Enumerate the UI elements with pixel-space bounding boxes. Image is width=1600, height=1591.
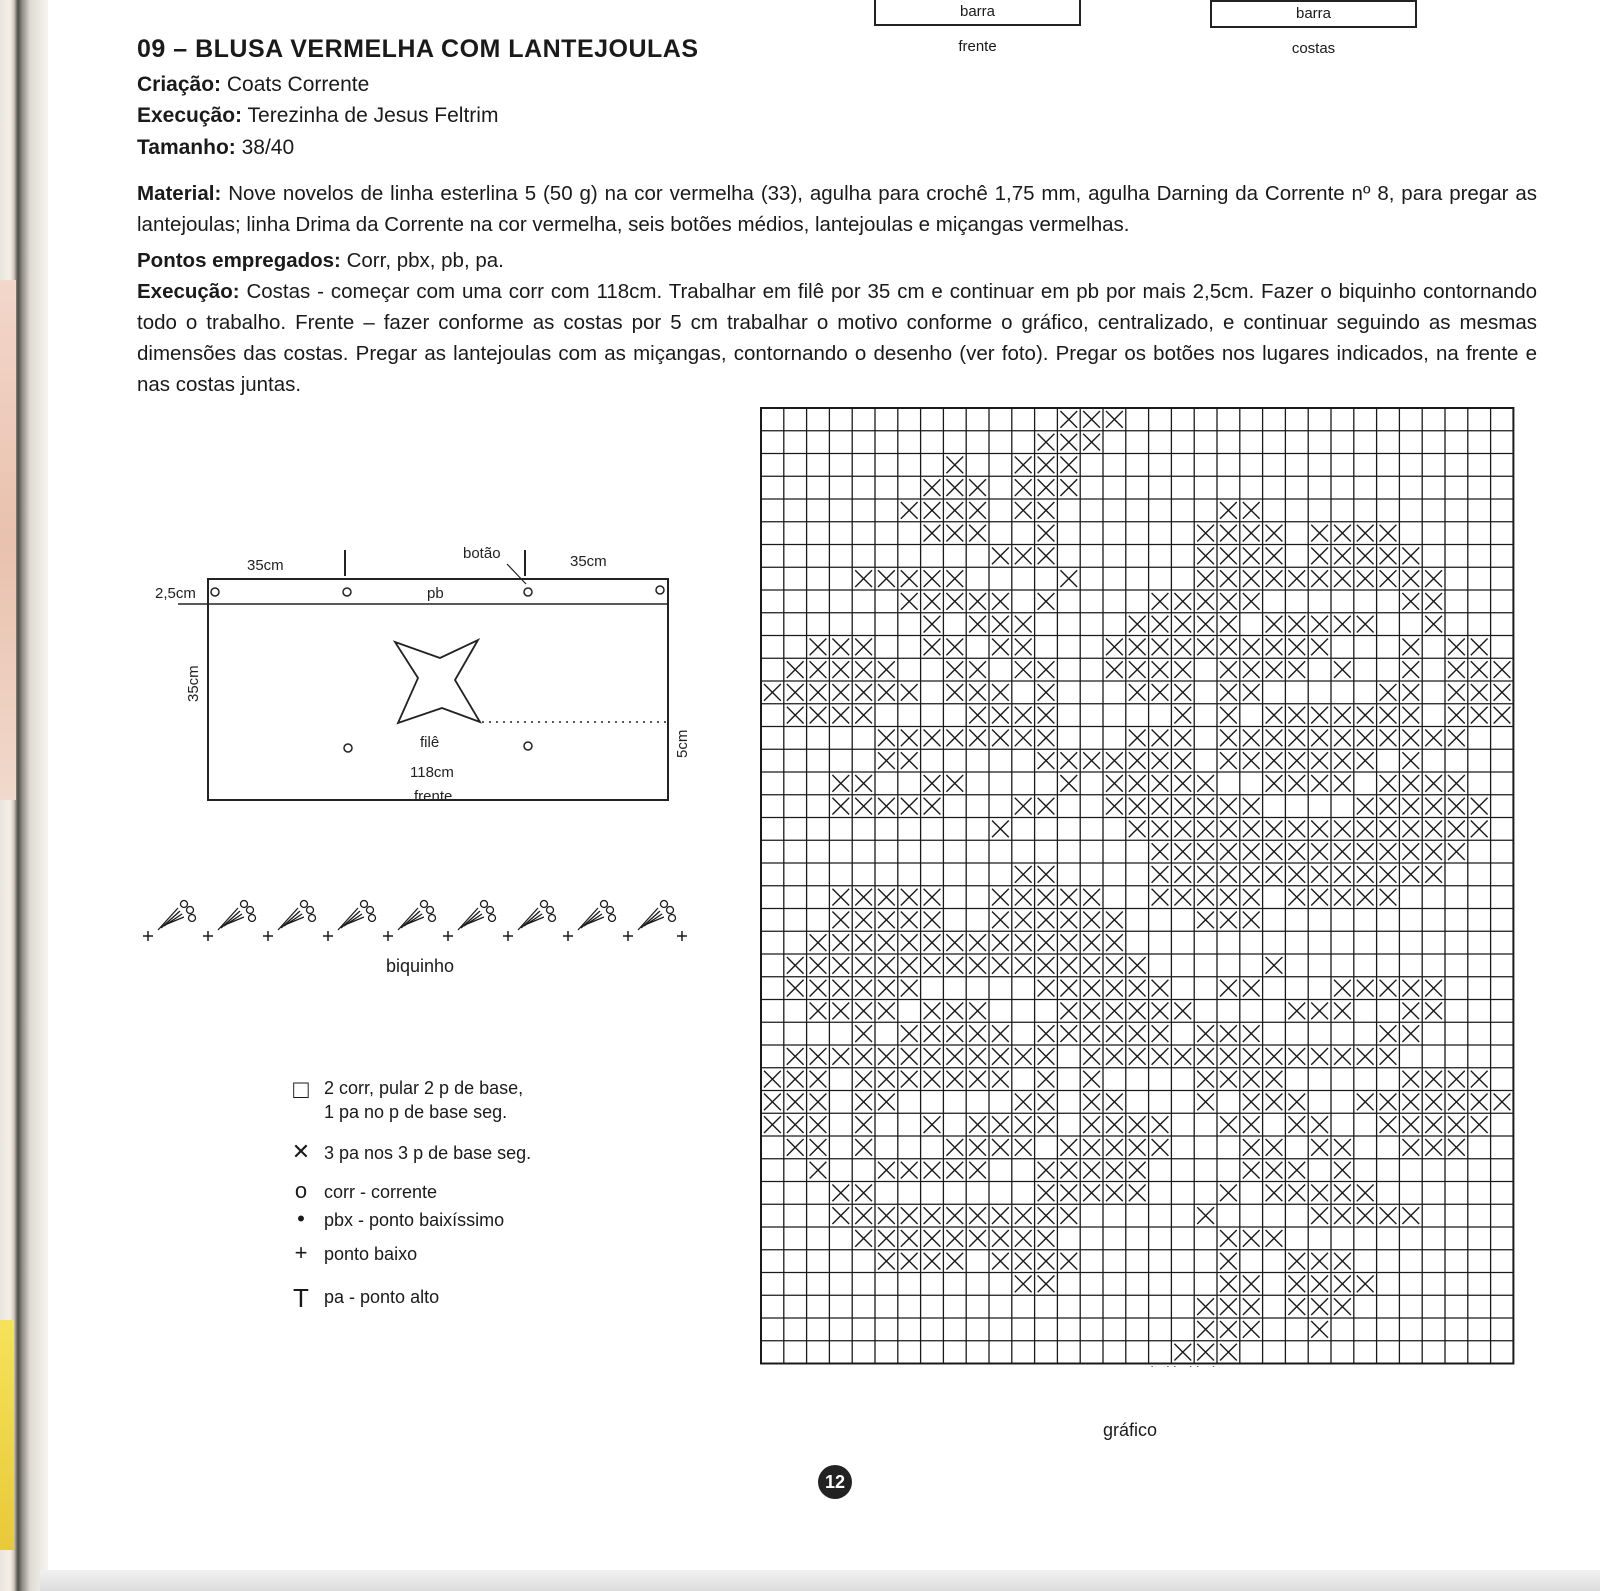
x-icon: ✕: [291, 1139, 311, 1164]
legend-item: [324, 1208, 504, 1232]
legend-item: [324, 1180, 437, 1204]
button-pointer-line: [507, 564, 526, 584]
caption-frente-top: frente: [958, 38, 997, 55]
button-circle-1: [211, 588, 219, 596]
plus-stitch-icon: [563, 931, 573, 941]
schematic-band-label: pb: [427, 585, 444, 602]
picot-stitch-icon: [158, 901, 196, 931]
page-bottom-edge: [40, 1570, 1600, 1591]
legend-text: 2 corr, pular 2 p de base,: [324, 1078, 524, 1098]
legend-item: [324, 1285, 439, 1309]
button-circle-4: [656, 586, 664, 594]
material-text: Nove novelos de linha esterlina 5 (50 g) na cor vermelha (33), agulha para crochê 1,75 mm, agulha Darning da Corrente nº 8, para pregar as lantejoulas; linha Drima da Corrente na cor vermelha, seis botões médios, lantejoulas e miçangas vermelhas.: [137, 182, 1537, 236]
picot-stitch-icon: [278, 901, 316, 931]
biquinho-edging: [140, 890, 710, 950]
criacao-label: Criação:: [137, 73, 222, 96]
plus-stitch-icon: [203, 931, 213, 941]
caption-costas-top: costas: [1291, 40, 1336, 57]
legend-text: ponto baixo: [324, 1244, 418, 1264]
square-icon: □: [293, 1074, 309, 1104]
schematic-body-label: filê: [420, 734, 440, 751]
spine-yellow-edge: [0, 1320, 14, 1550]
biquinho-caption: biquinho: [386, 956, 455, 976]
execucao-paragraph: [137, 276, 1537, 400]
garment-schematic: [150, 540, 710, 820]
legend-text-2: 1 pa no p de base seg.: [324, 1102, 508, 1122]
legend-item: [324, 1242, 417, 1266]
tamanho-line: [137, 133, 294, 163]
material-label: Material:: [137, 182, 222, 205]
pontos-label: Pontos empregados:: [137, 249, 341, 272]
star-motif-shape: [395, 640, 480, 723]
plus-stitch-icon: [263, 931, 273, 941]
legend-text: corr - corrente: [324, 1182, 438, 1202]
plus-stitch-icon: [677, 931, 687, 941]
filet-chart: [760, 407, 1516, 1367]
button-circle-6: [524, 742, 532, 750]
execucao-credit-value: Terezinha de Jesus Feltrim: [242, 104, 499, 127]
button-circle-3: [524, 588, 532, 596]
button-circle-2: [343, 588, 351, 596]
picot-stitch-icon: [218, 901, 256, 931]
picot-stitch-icon: [458, 901, 496, 931]
plus-stitch-icon: [623, 931, 633, 941]
picot-stitch-icon: [398, 901, 436, 931]
schematic-button-label: botão: [463, 545, 501, 562]
barra-label-frente: barra: [959, 3, 996, 20]
plus-stitch-icon: [383, 931, 393, 941]
button-circle-5: [344, 744, 352, 752]
execucao-credit-label: Execução:: [137, 104, 243, 127]
plus-stitch-icon: [323, 931, 333, 941]
picot-stitch-icon: [338, 901, 376, 931]
legend-text: 3 pa nos 3 p de base seg.: [324, 1143, 532, 1163]
dot-icon: •: [297, 1206, 305, 1231]
tamanho-value: 38/40: [235, 136, 295, 159]
plus-icon: +: [294, 1240, 308, 1265]
picot-stitch-icon: [518, 901, 556, 931]
schematic-right-width: 35cm: [570, 553, 607, 570]
chart-caption: gráfico: [1103, 1420, 1158, 1440]
schematic-total-width: 118cm: [410, 764, 454, 781]
pattern-title: 09 – BLUSA VERMELHA COM LANTEJOULAS: [137, 35, 699, 63]
spine-photo-edge: [0, 280, 16, 800]
plus-stitch-icon: [503, 931, 513, 941]
tall-stitch-icon: T: [293, 1283, 309, 1313]
picot-stitch-icon: [578, 901, 616, 931]
tamanho-label: Tamanho:: [137, 136, 236, 159]
criacao-value: Coats Corrente: [221, 73, 370, 96]
schematic-motif-offset: 5cm: [674, 729, 691, 758]
plus-stitch-icon: [143, 931, 153, 941]
legend-text: pa - ponto alto: [324, 1287, 440, 1307]
execucao-label: Execução:: [137, 280, 240, 303]
circle-icon: o: [294, 1178, 308, 1203]
plus-stitch-icon: [443, 931, 453, 941]
material-paragraph: [137, 178, 1537, 240]
barra-box-frente: [874, 0, 1081, 26]
schematic-left-width: 35cm: [247, 557, 284, 574]
legend-item: [324, 1141, 531, 1165]
schematic-caption: frente: [414, 788, 453, 805]
legend-item: [324, 1076, 523, 1124]
execucao-credit-line: [137, 101, 498, 131]
schematic-band-height: 2,5cm: [155, 585, 196, 602]
picot-stitch-icon: [638, 901, 676, 931]
page-number: 12: [818, 1465, 852, 1499]
barra-box-costas: [1210, 0, 1417, 28]
barra-label-costas: barra: [1295, 5, 1332, 22]
criacao-line: [137, 70, 369, 100]
legend-text: pbx - ponto baixíssimo: [324, 1210, 505, 1230]
execucao-text: Costas - começar com uma corr com 118cm. Trabalhar em filê por 35 cm e continuar em pb por mais 2,5cm. Fazer o biquinho contornando todo o trabalho. Frente – fazer conforme as costas por 5 cm trabalhar o motivo conforme o gráfico, centralizado, e continuar seguindo as mesmas dimensões das costas. Pregar as lantejoulas com as miçangas, contornando o desenho (ver foto). Pregar os botões nos lugares indicados, na frente e nas costas juntas.: [137, 280, 1537, 396]
schematic-body-height: 35cm: [185, 665, 202, 702]
pontos-text: Corr, pbx, pb, pa.: [340, 249, 504, 272]
pontos-paragraph: [137, 245, 1537, 276]
